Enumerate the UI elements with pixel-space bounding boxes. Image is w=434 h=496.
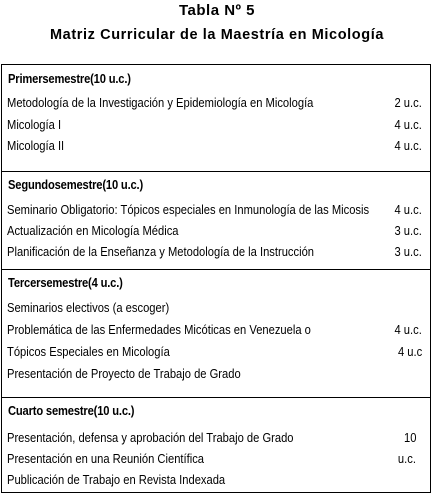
- semester-1-section: [2, 65, 430, 172]
- course-row: [7, 138, 422, 156]
- course-row: [7, 300, 422, 318]
- course-credits: 4 u.c.: [394, 322, 422, 337]
- course-credits: 4 u.c: [397, 344, 422, 359]
- semester-1-heading: Primersemestre(10 u.c.): [8, 71, 131, 86]
- course-credits: 10: [403, 430, 416, 445]
- semester-3-section: [2, 269, 430, 394]
- course-name: Presentación en una Reunión Científica: [7, 451, 205, 466]
- course-row: [7, 117, 422, 135]
- course-name: Metodología de la Investigación y Epidemiología en Micología: [7, 95, 314, 110]
- course-name: Tópicos Especiales en Micología: [7, 344, 170, 359]
- course-credits: 3 u.c.: [394, 244, 422, 259]
- course-name: Seminarios electivos (a escoger): [7, 300, 170, 315]
- curriculum-table: [1, 64, 431, 493]
- course-row: [7, 202, 422, 220]
- course-row: [7, 244, 422, 262]
- course-credits: 4 u.c.: [394, 202, 422, 217]
- course-name: Micología II: [7, 138, 65, 153]
- course-name: Problemática de las Enfermedades Micóticas en Venezuela o: [7, 322, 311, 337]
- course-row: [7, 366, 422, 384]
- semester-2-section: [2, 171, 430, 269]
- course-row: [7, 472, 416, 490]
- course-row: [7, 223, 422, 241]
- course-name: Presentación, defensa y aprobación del Trabajo de Grado: [7, 430, 294, 445]
- semester-3-heading: Tercersemestre(4 u.c.): [8, 275, 123, 290]
- course-name: Publicación de Trabajo en Revista Indexada: [7, 472, 226, 487]
- course-credits: 4 u.c.: [394, 117, 422, 132]
- course-name: Presentación de Proyecto de Trabajo de Grado: [7, 366, 241, 381]
- course-name: Seminario Obligatorio: Tópicos especiales en Inmunología de las Micosis: [7, 202, 370, 217]
- course-row: [7, 344, 422, 362]
- course-credits: u.c.: [397, 451, 416, 466]
- semester-4-heading: Cuarto semestre(10 u.c.): [8, 403, 135, 418]
- table-number-title: Tabla Nº 5: [178, 2, 256, 19]
- course-name: Planificación de la Enseñanza y Metodología de la Instrucción: [7, 244, 315, 259]
- semester-2-heading: Segundosemestre(10 u.c.): [8, 177, 144, 192]
- course-name: Micología I: [7, 117, 62, 132]
- course-name: Actualización en Micología Médica: [7, 223, 179, 238]
- semester-4-section: [2, 397, 430, 491]
- curriculum-title: Matriz Curricular de la Maestría en Micología: [50, 27, 384, 43]
- course-credits: 4 u.c.: [394, 138, 422, 153]
- course-row: [7, 95, 422, 113]
- course-row: [7, 430, 416, 448]
- course-credits: 3 u.c.: [394, 223, 422, 238]
- course-credits: 2 u.c.: [394, 95, 422, 110]
- course-row: [7, 451, 416, 469]
- course-row: [7, 322, 422, 340]
